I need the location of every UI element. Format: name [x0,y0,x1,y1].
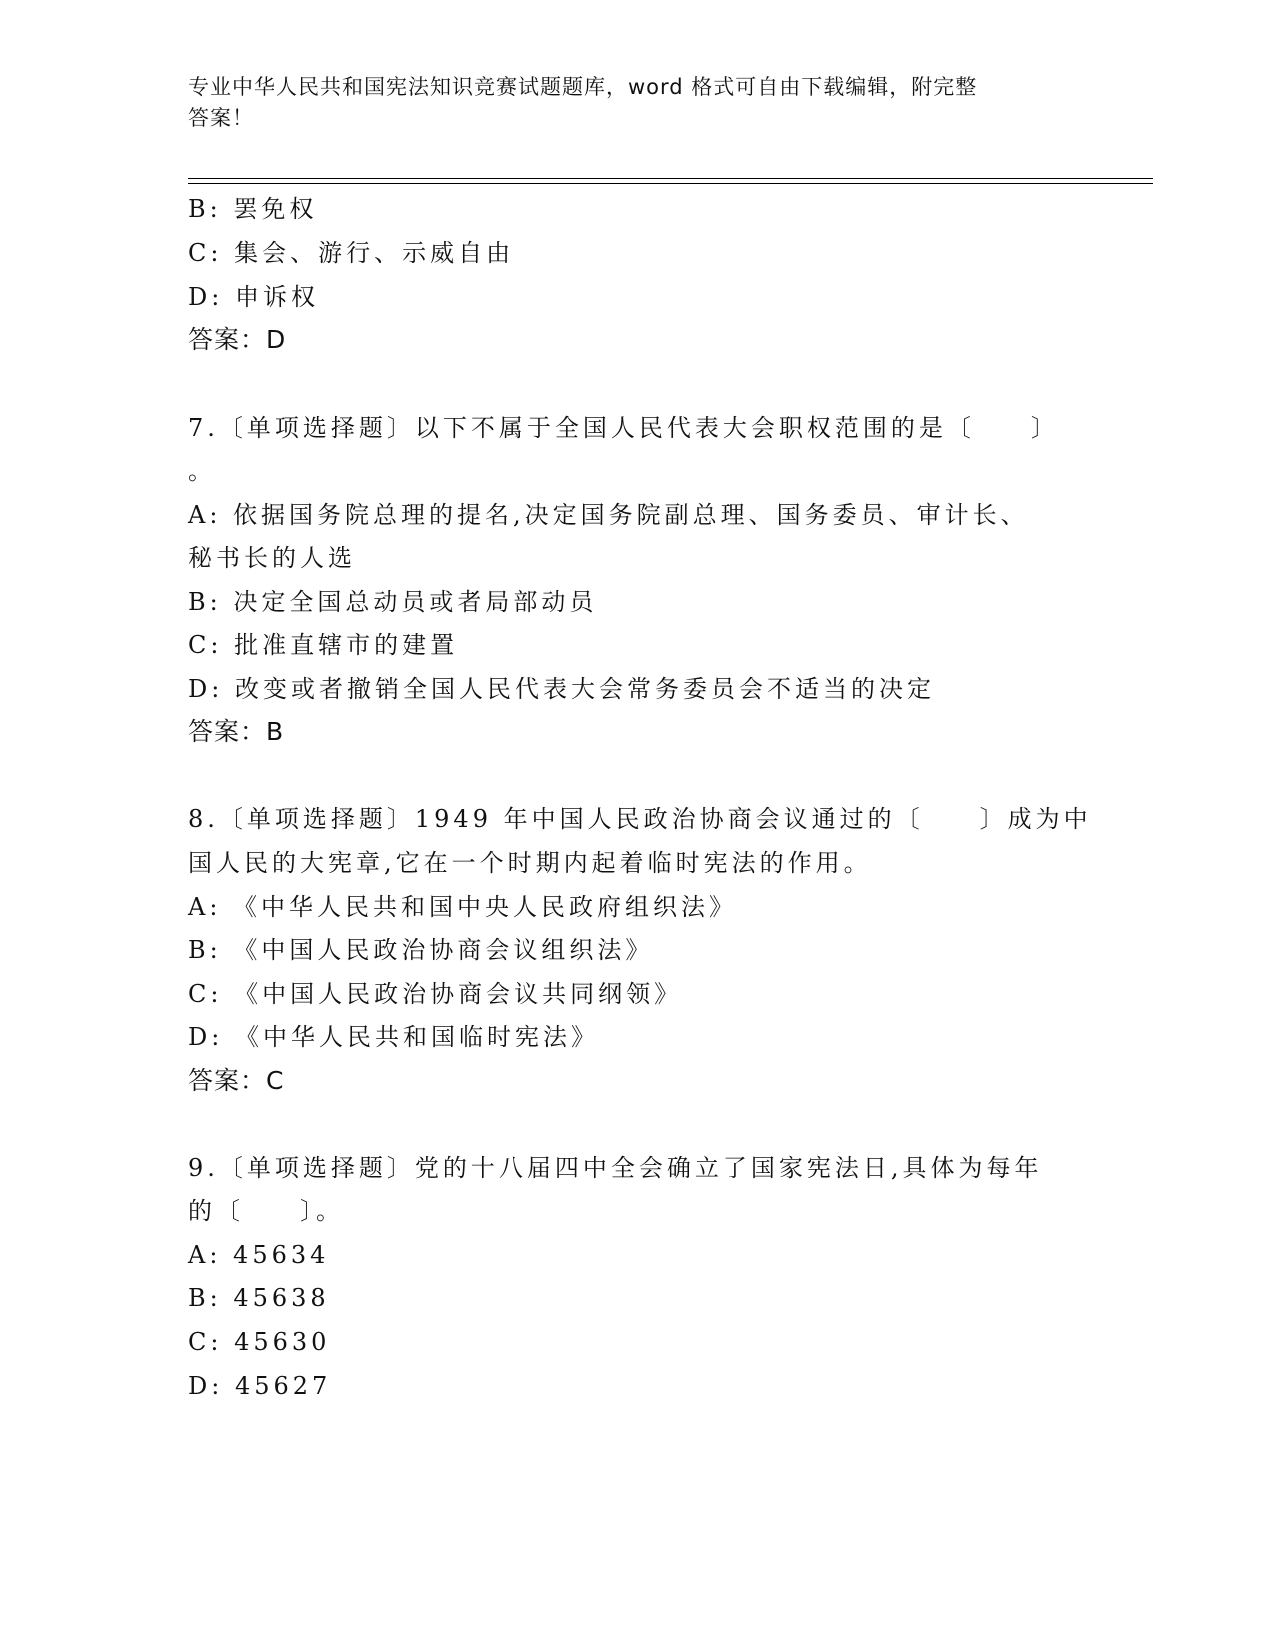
q7-option-a-line-1: A: 依据国务院总理的提名,决定国务院副总理、国务委员、审计长、 [188,501,1029,529]
header-line-1: 专业中华人民共和国宪法知识竞赛试题题库，word 格式可自由下载编辑，附完整 [188,75,978,99]
q7-option-b: B: 决定全国总动员或者局部动员 [188,588,598,616]
q8-option-c: C: 《中国人民政治协商会议共同纲领》 [188,980,683,1008]
q8-option-b: B: 《中国人民政治协商会议组织法》 [188,936,654,964]
q8-answer: 答案：C [188,1066,285,1095]
q9-stem-line-2: 的〔 〕。 [188,1197,344,1225]
header-line-2: 答案！ [188,106,254,130]
q8-stem-line-1: 8.〔单项选择题〕1949 年中国人民政治协商会议通过的〔 〕成为中 [188,805,1092,833]
q7-stem-line-2: 。 [188,457,216,485]
q6-option-d: D: 申诉权 [188,283,319,311]
q8-option-d: D: 《中华人民共和国临时宪法》 [188,1023,599,1051]
q7-option-d: D: 改变或者撤销全国人民代表大会常务委员会不适当的决定 [188,675,935,703]
q9-stem-line-1: 9.〔单项选择题〕党的十八届四中全会确立了国家宪法日,具体为每年 [188,1154,1043,1182]
q7-option-a-line-2: 秘书长的人选 [188,544,356,572]
q7-answer: 答案：B [188,717,285,746]
q6-option-b: B: 罢免权 [188,195,318,223]
q9-option-c: C: 45630 [188,1328,331,1356]
q7-stem-line-1: 7.〔单项选择题〕以下不属于全国人民代表大会职权范围的是〔 〕 [188,414,1059,442]
q6-option-c: C: 集会、游行、示威自由 [188,239,515,267]
q9-option-b: B: 45638 [188,1284,330,1312]
header-rule-bottom [188,183,1153,184]
document-header [188,72,1068,134]
q7-option-c: C: 批准直辖市的建置 [188,631,459,659]
q8-stem-line-2: 国人民的大宪章,它在一个时期内起着临时宪法的作用。 [188,849,872,877]
q9-option-d: D: 45627 [188,1372,332,1400]
q8-option-a: A: 《中华人民共和国中央人民政府组织法》 [188,893,738,921]
q6-answer: 答案：D [188,325,287,354]
header-rule-top [188,178,1153,179]
q9-option-a: A: 45634 [188,1241,330,1269]
